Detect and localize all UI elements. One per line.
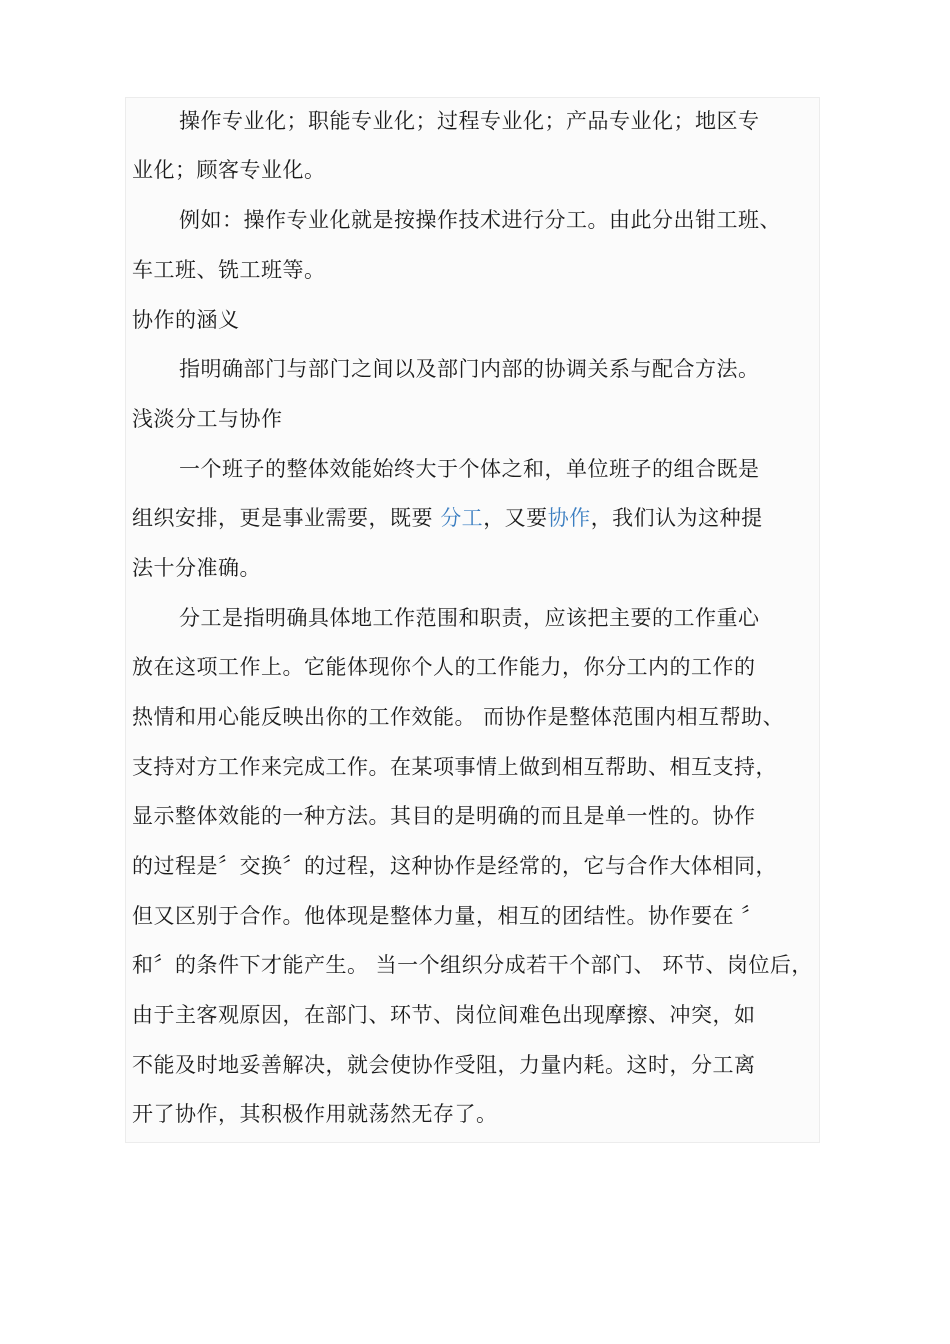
text-segment: ，我们认为这种提 <box>590 506 763 530</box>
paragraph-line: 开了协作，其积极作用就荡然无存了。 <box>132 1102 498 1126</box>
paragraph-line: 但又区别于合作。他体现是整体力量，相互的团结性。协作要在 〞 <box>132 904 763 928</box>
paragraph-line-with-links <box>132 505 763 531</box>
paragraph-line: 例如：操作专业化就是按操作技术进行分工。由此分出钳工班、 <box>179 208 781 232</box>
paragraph-line: 由于主客观原因，在部门、环节、岗位间难色出现摩擦、冲突，如 <box>132 1003 756 1027</box>
paragraph-line: 分工是指明确具体地工作范围和职责，应该把主要的工作重心 <box>179 606 760 630</box>
paragraph-line: 热情和用心能反映出你的工作效能。 而协作是整体范围内相互帮助、 <box>132 705 785 729</box>
paragraph-line: 车工班、铣工班等。 <box>132 258 326 282</box>
text-segment: 组织安排，更是事业需要，既要 <box>132 506 441 530</box>
paragraph-line: 操作专业化；职能专业化；过程专业化；产品专业化；地区专 <box>179 109 760 133</box>
paragraph-line: 的过程是〞交换〞的过程，这种协作是经常的，它与合作大体相同， <box>132 854 777 878</box>
paragraph-line: 和〞的条件下才能产生。 当一个组织分成若干个部门、 环节、岗位后， <box>132 953 813 977</box>
paragraph-line: 一个班子的整体效能始终大于个体之和，单位班子的组合既是 <box>179 457 760 481</box>
document-page <box>125 97 820 1143</box>
paragraph-line: 放在这项工作上。它能体现你个人的工作能力，你分工内的工作的 <box>132 655 756 679</box>
section-heading: 协作的涵义 <box>132 308 240 332</box>
paragraph-line: 指明确部门与部门之间以及部门内部的协调关系与配合方法。 <box>179 357 760 381</box>
fengong-link[interactable]: 分工 <box>440 506 484 530</box>
section-heading: 浅淡分工与协作 <box>132 407 283 431</box>
paragraph-line: 法十分准确。 <box>132 556 261 580</box>
paragraph-line: 不能及时地妥善解决，就会使协作受阻，力量内耗。这时，分工离 <box>132 1053 756 1077</box>
paragraph-line: 显示整体效能的一种方法。其目的是明确的而且是单一性的。协作 <box>132 804 756 828</box>
paragraph-line: 支持对方工作来完成工作。在某项事情上做到相互帮助、相互支持， <box>132 755 777 779</box>
xiezuo-link[interactable]: 协作 <box>547 506 591 530</box>
paragraph-line: 业化；顾客专业化。 <box>132 158 326 182</box>
text-segment: ，又要 <box>483 506 548 530</box>
